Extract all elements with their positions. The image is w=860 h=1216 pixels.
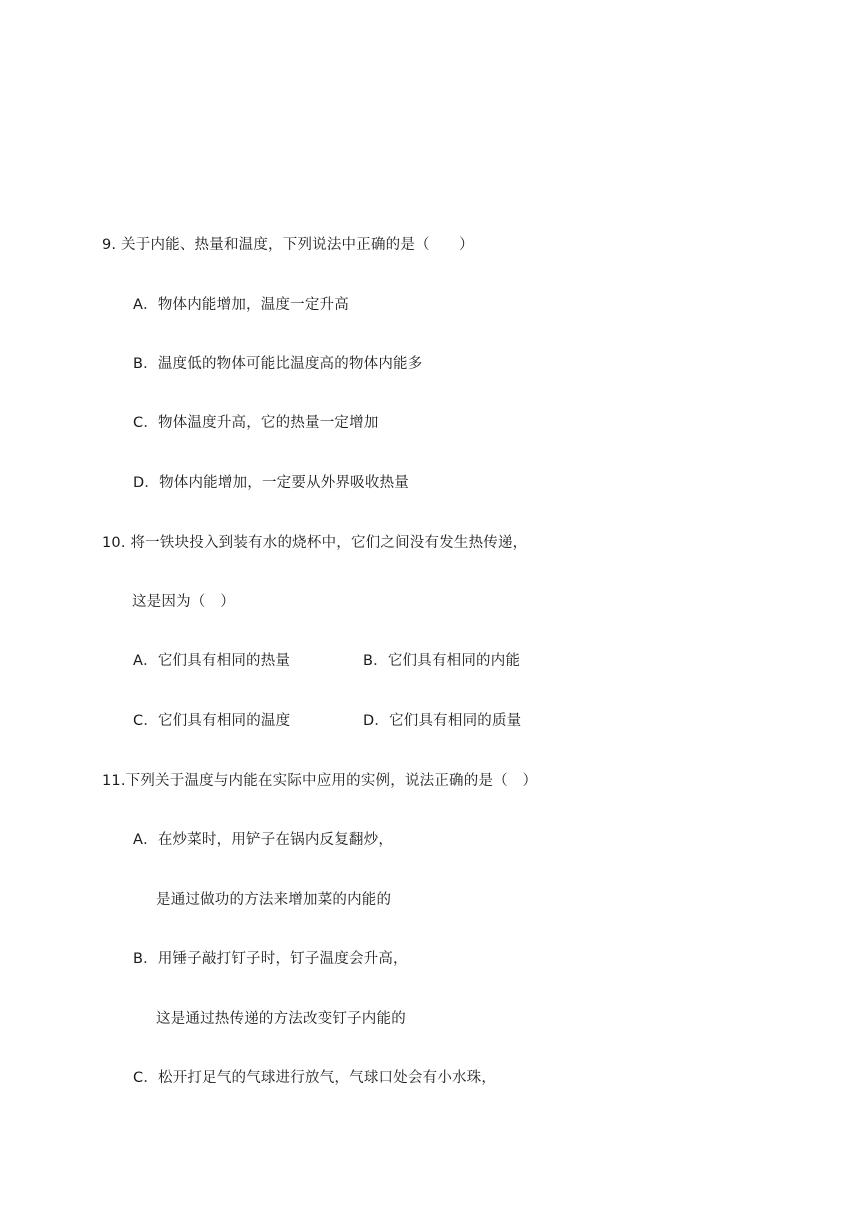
question-9-option-b: B．温度低的物体可能比温度高的物体内能多 bbox=[133, 356, 423, 372]
question-10-option-d: D．它们具有相同的质量 bbox=[363, 713, 522, 729]
question-10-stem: 10. 将一铁块投入到装有水的烧杯中，它们之间没有发生热传递， bbox=[102, 535, 528, 551]
question-11-option-a: A．在炒菜时，用铲子在锅内反复翻炒， bbox=[133, 832, 394, 848]
question-11-option-c: C．松开打足气的气球进行放气，气球口处会有小水珠， bbox=[133, 1070, 497, 1086]
question-11-option-a-continued: 是通过做功的方法来增加菜的内能的 bbox=[156, 892, 392, 908]
question-10-stem-continued: 这是因为（ ） bbox=[132, 594, 235, 610]
question-9-option-d: D．物体内能增加，一定要从外界吸收热量 bbox=[133, 475, 409, 491]
question-10-option-a: A．它们具有相同的热量 bbox=[133, 653, 291, 669]
question-10-option-b: B．它们具有相同的内能 bbox=[363, 653, 521, 669]
question-11-option-b-continued: 这是通过热传递的方法改变钉子内能的 bbox=[156, 1011, 406, 1027]
question-9-stem: 9. 关于内能、热量和温度，下列说法中正确的是（ ） bbox=[102, 237, 474, 253]
question-9-option-c: C．物体温度升高，它的热量一定增加 bbox=[133, 415, 379, 431]
question-9-option-a: A．物体内能增加，温度一定升高 bbox=[133, 297, 349, 313]
question-10-option-c: C．它们具有相同的温度 bbox=[133, 713, 291, 729]
question-11-option-b: B．用锤子敲打钉子时，钉子温度会升高， bbox=[133, 951, 408, 967]
question-11-stem: 11.下列关于温度与内能在实际中应用的实例，说法正确的是（ ） bbox=[102, 773, 538, 789]
